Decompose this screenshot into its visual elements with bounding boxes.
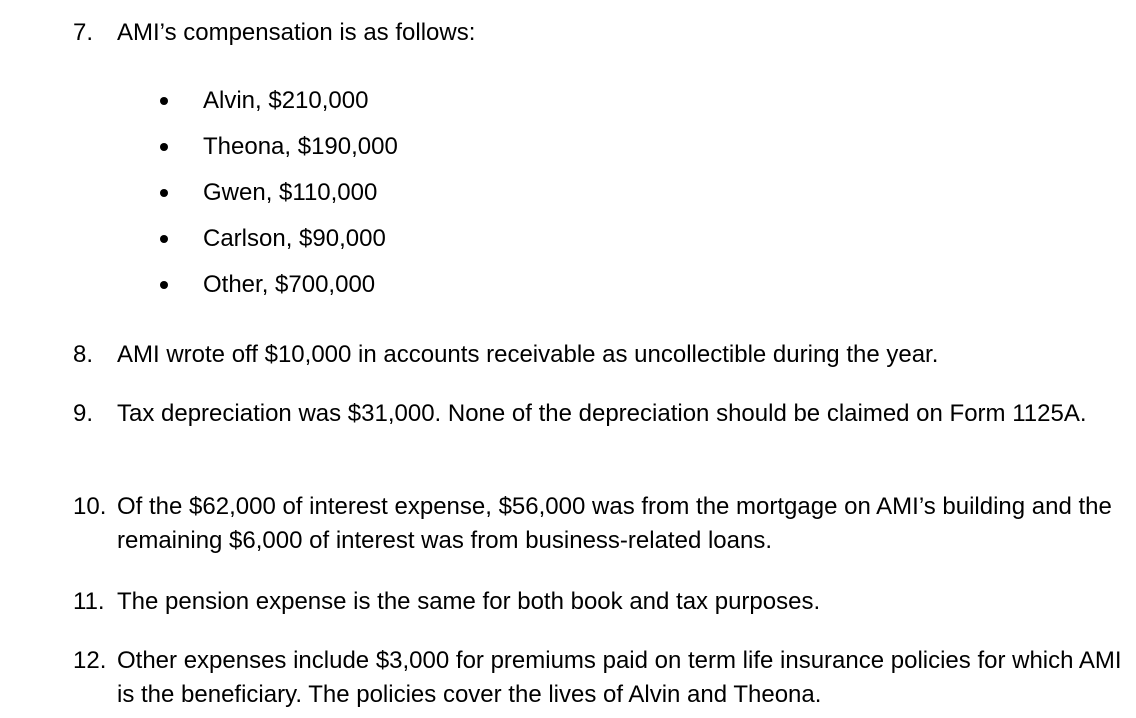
compensation-text: Other, $700,000 bbox=[203, 271, 376, 298]
bullet-icon bbox=[160, 189, 168, 197]
item-number: 7. bbox=[73, 19, 94, 46]
compensation-list bbox=[160, 84, 398, 314]
bullet-icon bbox=[160, 143, 168, 151]
item-text: The pension expense is the same for both book and tax purposes. bbox=[117, 588, 821, 615]
item-text: Other expenses include $3,000 for premiums paid on term life insurance policies for which AMI is the beneficiary. The policies cover the lives of Alvin and Theona. bbox=[117, 647, 1122, 708]
list-item-8 bbox=[73, 338, 1122, 372]
item-text: AMI wrote off $10,000 in accounts receivable as uncollectible during the year. bbox=[117, 341, 939, 368]
compensation-text: Theona, $190,000 bbox=[203, 133, 398, 160]
bullet-icon bbox=[160, 235, 168, 243]
item-number: 11. bbox=[73, 588, 105, 615]
item-number: 10. bbox=[73, 493, 107, 520]
compensation-item bbox=[160, 176, 398, 222]
item-number: 9. bbox=[73, 400, 94, 427]
list-item-11 bbox=[73, 585, 1122, 619]
compensation-item bbox=[160, 222, 398, 268]
compensation-item bbox=[160, 130, 398, 176]
list-item-10 bbox=[73, 490, 1122, 558]
item-text: Of the $62,000 of interest expense, $56,000 was from the mortgage on AMI’s building and the remaining $6,000 of interest was from business-related loans. bbox=[117, 493, 1112, 554]
compensation-item bbox=[160, 268, 398, 314]
bullet-icon bbox=[160, 281, 168, 289]
item-text: AMI’s compensation is as follows: bbox=[117, 19, 476, 46]
bullet-icon bbox=[160, 97, 168, 105]
list-item-7 bbox=[73, 16, 1122, 50]
item-text: Tax depreciation was $31,000. None of the depreciation should be claimed on Form 1125A. bbox=[117, 400, 1087, 427]
compensation-text: Carlson, $90,000 bbox=[203, 225, 386, 252]
item-number: 12. bbox=[73, 647, 107, 674]
list-item-12 bbox=[73, 644, 1122, 712]
compensation-text: Gwen, $110,000 bbox=[203, 179, 378, 206]
compensation-item bbox=[160, 84, 398, 130]
list-item-9 bbox=[73, 397, 1122, 431]
compensation-text: Alvin, $210,000 bbox=[203, 87, 369, 114]
item-number: 8. bbox=[73, 341, 94, 368]
